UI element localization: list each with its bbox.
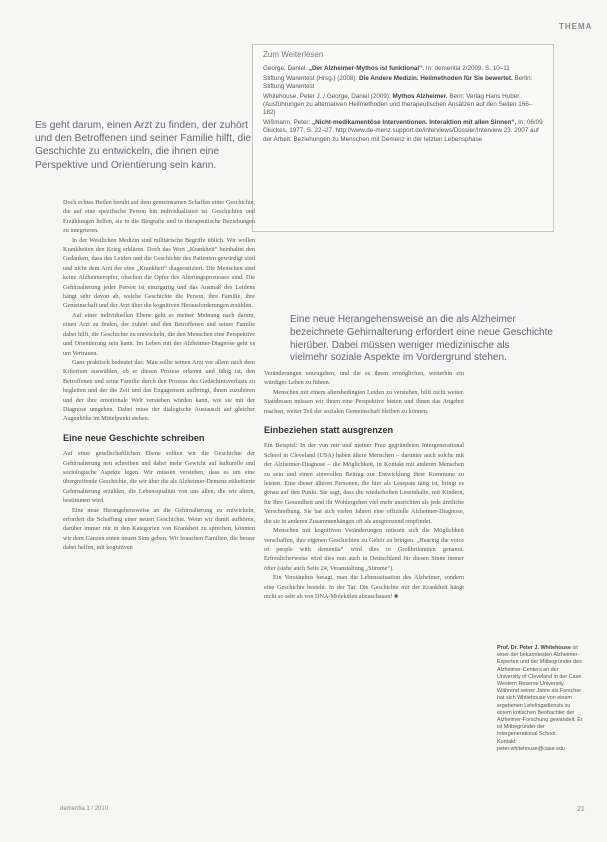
reference-details: In: dementia 2/2009, S. 10–11 <box>425 65 510 73</box>
reference-title: Die Andere Medizin. Heilmethoden für Sie bewertet. <box>359 74 513 82</box>
section-heading: Einbeziehen statt ausgrenzen <box>264 425 394 436</box>
reference-title: „Der Alzheimer-Mythos ist funktional“. <box>308 65 425 73</box>
body-column-1 <box>63 198 255 553</box>
reference-authors: Stiftung Warentest (Hrsg.) (2008): <box>263 74 358 82</box>
reference-item <box>263 65 543 73</box>
footer-issue: dementia 1 / 2010 <box>60 806 109 812</box>
pull-quote-2 <box>290 314 607 365</box>
pull-quote-2-line: hierüber. Dabei müssen weniger medizinische als <box>290 339 510 351</box>
reference-details: In: 06/09 Gluckes, 1977, S. 22–27. http://www.de-menz.support.de/interviews/Dossier/Interview 23. 2007 auf der Arbeit. Beziehungen zu Menschen mit Demenz in der letzten Lebensphase <box>263 118 543 143</box>
reference-title: Mythos Alzheimer. <box>392 92 448 100</box>
pull-quote-2-line: bezeichnete Gehirnalterung erfordert eine neue Geschichte <box>290 326 553 338</box>
reference-list <box>263 65 543 144</box>
author-bio: ist einer der bekanntesten Alzheimer-Experten und der Mitbegründer des Alzheimer-Centers an der University of Cleveland in der Case Western Reserve University. Während seiner Jahre als Forscher hat sich Whitehouse von einem ergebenen Lehrlingsdiensts zu einem kritischen Beobachter der Alzheimer-Forschung gewandelt. Er ist Mitbegründer der Intergenerational School. <box>497 645 583 738</box>
body-paragraph: Menschen mit einem altersbedingten Leiden zu verstehen, hilft nicht weiter. Stattdessen müssen wir ihnen eine Perspektive bieten und ihnen das Angebot machen, weiter Teil der sozialen Gemeinschaft bleiben zu können. <box>264 388 464 415</box>
author-contact: Kontakt: peter.whitehouse@case.edu <box>497 738 566 752</box>
section-heading: Eine neue Geschichte schreiben <box>63 432 205 443</box>
body-paragraph: Ein Verständnis besagt, man die Lebenssituation des Alzheimer, sondern eine Geschichte besteht. In der Tat: Die Geschichte mit der Krankheit hängt nicht so sehr ab von DNA-Molekülen abzuschauen! ■ <box>264 574 464 600</box>
page-number: 21 <box>577 806 585 813</box>
reference-authors: George, Daniel: <box>263 65 308 73</box>
reference-details: Bern: Verlag Hans Huber. (Ausführungen zu alternativen Heilmethoden und therapeutischen Ansätzen auf den Seiten 166–182) <box>263 92 533 117</box>
section-label: THEMA <box>559 22 593 31</box>
body-column-2 <box>264 369 464 601</box>
further-reading-heading: Zum Weiterlesen <box>263 50 324 59</box>
further-reading-box <box>252 44 554 232</box>
body-paragraph: Auf einer individuellen Ebene geht es meiner Meinung nach darum, einen Arzt zu finden, der zuhört und den Betroffenen und seiner Familie dabei hilft, die Geschichte zu entwickeln, die den Menschen eine Perspektive und Orientierung sein kann. Im Leben mit der Alzheimer-Diagnose geht es um Vertrauen. <box>63 311 255 357</box>
pull-quote-2-line: vielmehr soziale Aspekte im Vordergrund stehen. <box>290 352 507 364</box>
pull-quote-1: Es geht darum, einen Arzt zu finden, der zuhört und den Betroffenen und seiner Familie hilft, die Geschichte zu entwickeln, die ihnen eine Perspektive und Orientierung sein kann. <box>35 120 252 171</box>
reference-authors: Wißmann, Peter: <box>263 118 311 126</box>
reference-details: Berlin: Stiftung Warentest <box>263 74 533 91</box>
body-paragraph: Doch echtes Heilen beruht auf dem gemeinsamen Schaffen einer Geschichte, die auf eine spezifische Person hin individualisiert ist. Geschichten und Erzählungen helfen, sie in die Biografie und in therapeutische Beziehungen zu integrieren. <box>63 199 255 235</box>
body-paragraph: In der Westlichen Medizin sind militärische Begriffe üblich. Wir wollen Krankheiten den Krieg erklären. Doch das Wort „Krankheit“ beinhaltet den Gedanken, dass das Leiden und die Geschichte des Patienten gewürdigt sind und nicht dem Arzt der eine „Krankheit“ diagnostiziert. Die Menschen sind keine Alzheimeropfer, obschon die Opfer des Alterungsprozesses sind. Die Gehirnalterung jeder Person ist einzigartig und das Ausmaß des Leidens hängt sehr davon ab, welche Geschichte die Person, ihre Familie, ihre Gemeinschaft und der Arzt über die kognitiven Herausforderungen erzählen. <box>63 236 255 310</box>
body-paragraph: Menschen mit kognitiven Veränderungen müssen sich die Möglichkeit verschaffen, ihre eigenen Geschichten zu Gehör zu bringen. „Hearing the voice of people with dementia“ wird dies in Großbritannien genannt. Erfreulicherweise wird dies nun auch in Deutschland für diesen Sinne immer öfter (siehe auch Seite 24, Veranstaltung „Stimme“). <box>264 527 464 572</box>
reference-item <box>263 93 543 118</box>
author-caption <box>497 645 583 753</box>
body-paragraph: Eine neue Herangehensweise an die Gehirnalterung zu entwickeln, erfordert die Schaffung einer neuen Geschichte. Wenn wir damit aufhören, darüber immer nur in den Kategorien von Krankheit zu sprechen, könnten wir dem Ganzen einen neuen Sinn geben. Wir brauchen Familien, die besser dabei helfen, mit kognitiven <box>63 506 255 552</box>
reference-authors: Whitehouse, Peter J. / George, Daniel (2009): <box>263 92 391 100</box>
author-name: Prof. Dr. Peter J. Whitehouse <box>497 645 571 651</box>
reference-title: „Nicht-medikamentöse Interventionen. Interaktion mit allen Sinnen“. <box>312 118 517 126</box>
body-paragraph: Auf einer gesellschaftlichen Ebene sollten wir die Geschichte der Gehirnalterung neu schreiben und dabei mehr Gewicht auf kulturelle und soziologische Aspekte legen. Wir müssen verstehen, dass es um eine übergreifende Geschichte, die wir über die als Alzheimer-Demenz etikettierte Gehirnalterung erzählen, die Lebensqualität von uns allen, die wir altern, bestimmen wird. <box>63 450 255 505</box>
body-paragraph: Veränderungen umzugehen, und die es ihnen ermöglichen, weiterhin ein würdiges Leben zu führen. <box>264 370 464 387</box>
reference-item <box>263 75 543 92</box>
pull-quote-2-line: Eine neue Herangehensweise an die als Alzheimer <box>290 314 516 325</box>
body-paragraph: Ganz praktisch bedeutet das: Man sollte seinen Arzt vor allem nach dem Kriterium auswählen, ob er diesen Prozess erkennt und fähig ist, den Betroffenen und seine Familie durch den Prozess des Gedächtnisverlusts zu begleiten und der die Zeit und das Engagement aufbringt, ihnen zuzuhören und der ihre emotionale Welt verstehen würden kann, wie sie mit der Diagnose umgehen. Dabei muss der dialogische Austausch auf gleicher Augenhöhe im Mittelpunkt stehen. <box>63 358 255 423</box>
body-paragraph: Ein Beispiel: In der von mir und meiner Frau gegründeten Intergenerational School in Cleveland (USA) haben ältere Menschen – darunter auch solche mit der Alzheimer-Diagnose – die Möglichkeit, in Kontakt mit anderen Menschen zu sein und einen sinnvollen Beitrag zur Entwicklung ihrer Kommune zu leisten. Eine dieser älteren Personen, die hier als Lesepate tätig ist, bringt es genau auf den Punkt. Sie sagt, dass die wiederholten Leseinhalte, mit Kindern, für Ihre Gesundheit und ihr Wohlergehen viel mehr ausrichten als jede ärztliche Verschreibung. Sie hat sich vielen Jahren eine offizielle Alzheimer-Diagnose, die sie in anderen Zusammenhängen oft als ausgrenzend empfindet. <box>264 442 464 525</box>
reference-item <box>263 119 543 144</box>
